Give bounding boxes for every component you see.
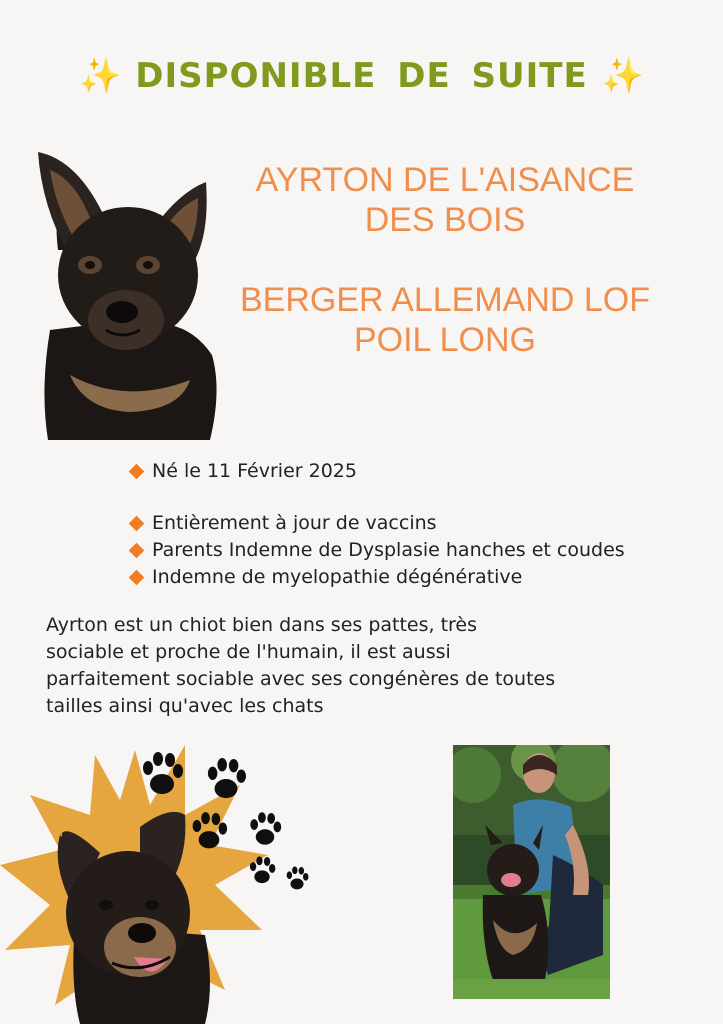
paw-print-icon bbox=[140, 752, 184, 798]
headline-text: DISPONIBLE DE SUITE bbox=[135, 56, 588, 96]
description-line: parfaitement sociable avec ses congénères de toutes bbox=[46, 668, 556, 690]
sparkles-icon: ✨ bbox=[78, 56, 122, 96]
puppy-name-line-2: DES BOIS bbox=[364, 201, 526, 239]
list-item bbox=[128, 510, 708, 537]
description-line: tailles ainsi qu'avec les chats bbox=[46, 695, 324, 717]
diamond-bullet-icon bbox=[129, 464, 145, 480]
description bbox=[46, 612, 646, 720]
puppy-portrait-photo bbox=[30, 140, 225, 445]
breed-line-1: BERGER ALLEMAND LOF bbox=[239, 281, 650, 319]
owner-with-puppy-photo bbox=[453, 745, 610, 999]
vaccines-info: Entièrement à jour de vaccins bbox=[152, 512, 437, 534]
list-item bbox=[128, 458, 708, 485]
paw-print-icon bbox=[248, 856, 276, 886]
paw-print-icon bbox=[205, 758, 247, 802]
info-list bbox=[128, 458, 708, 591]
sparkles-icon: ✨ bbox=[601, 56, 645, 96]
description-line: Ayrton est un chiot bien dans ses pattes, très bbox=[46, 614, 478, 636]
paw-print-icon bbox=[248, 812, 282, 848]
diamond-bullet-icon bbox=[129, 516, 145, 532]
paw-print-icon bbox=[190, 812, 228, 852]
headline bbox=[0, 48, 723, 104]
diamond-bullet-icon bbox=[129, 543, 145, 559]
list-item bbox=[128, 537, 708, 564]
diamond-bullet-icon bbox=[129, 570, 145, 586]
myelopathy-info: Indemne de myelopathie dégénérative bbox=[152, 566, 523, 588]
list-item bbox=[128, 564, 708, 591]
description-line: sociable et proche de l'humain, il est aussi bbox=[46, 641, 451, 663]
puppy-name-line-1: AYRTON DE L'AISANCE bbox=[255, 161, 635, 199]
birth-date: Né le 11 Février 2025 bbox=[152, 460, 357, 482]
title-block bbox=[225, 160, 665, 360]
paw-print-icon bbox=[285, 866, 309, 892]
breed-line-2: POIL LONG bbox=[353, 321, 537, 359]
dysplasia-info: Parents Indemne de Dysplasie hanches et coudes bbox=[152, 539, 625, 561]
